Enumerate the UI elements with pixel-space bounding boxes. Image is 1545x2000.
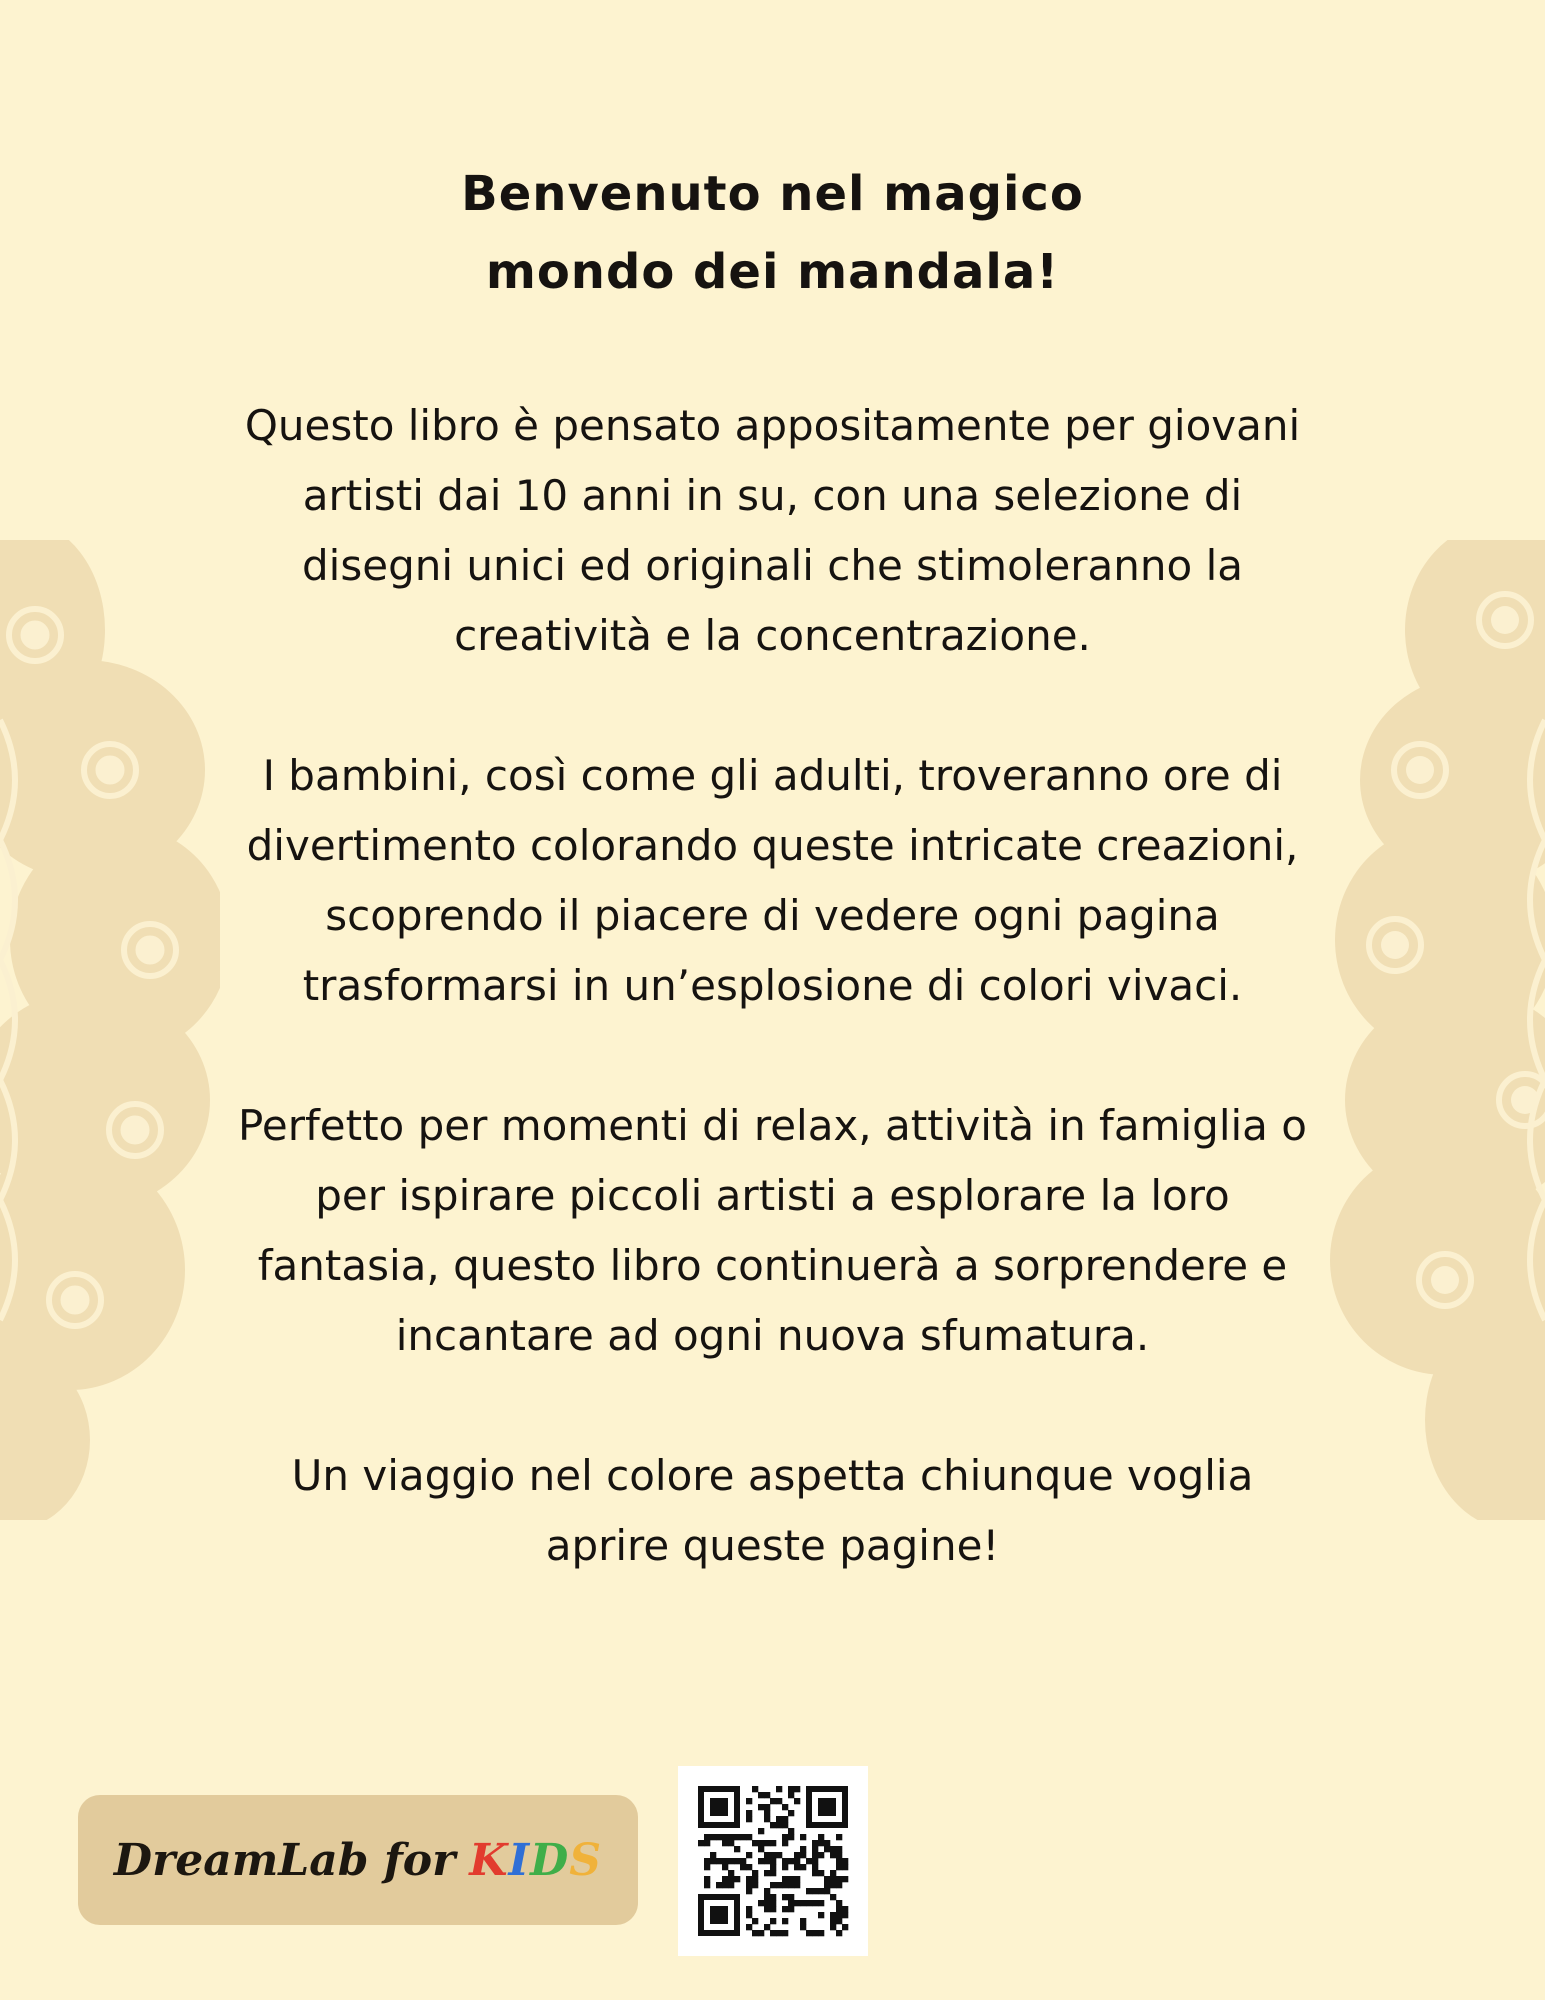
paragraph-line: aprire queste pagine! <box>545 1521 1000 1570</box>
paragraph-line: disegni unici ed originali che stimoleranno la <box>302 541 1243 590</box>
brand-kids-word <box>469 1835 602 1886</box>
page-title <box>120 155 1425 311</box>
paragraph-line: trasformarsi in un’esplosione di colori vivaci. <box>302 961 1243 1010</box>
paragraph-line: scoprendo il piacere di vedere ogni pagina <box>325 891 1220 940</box>
closing-paragraph <box>120 1441 1425 1581</box>
paragraph-line: Questo libro è pensato appositamente per giovani <box>244 401 1301 450</box>
paragraph-line: creatività e la concentrazione. <box>454 611 1091 660</box>
brand-badge <box>78 1795 638 1925</box>
kids-letter: K <box>469 1834 509 1886</box>
usage-paragraph <box>120 1091 1425 1371</box>
paragraph-line: per ispirare piccoli artisti a esplorare la loro <box>315 1171 1230 1220</box>
paragraph-line: artisti dai 10 anni in su, con una selezione di <box>302 471 1243 520</box>
kids-letter: D <box>530 1834 570 1886</box>
paragraph-line: Un viaggio nel colore aspetta chiunque voglia <box>291 1451 1254 1500</box>
intro-paragraph <box>120 391 1425 671</box>
title-line: mondo dei mandala! <box>485 244 1060 300</box>
kids-letter: S <box>569 1834 603 1886</box>
qr-code-icon <box>678 1766 868 1956</box>
paragraph-line: I bambini, così come gli adulti, troveranno ore di <box>262 751 1283 800</box>
paragraph-line: Perfetto per momenti di relax, attività in famiglia o <box>238 1101 1307 1150</box>
kids-letter: I <box>508 1834 531 1886</box>
brand-name: DreamLab for <box>113 1834 456 1886</box>
paragraph-line: fantasia, questo libro continuerà a sorprendere e <box>257 1241 1288 1290</box>
paragraph-line: divertimento colorando queste intricate creazioni, <box>246 821 1299 870</box>
title-line: Benvenuto nel magico <box>461 166 1084 222</box>
paragraph-line: incantare ad ogni nuova sfumatura. <box>395 1311 1150 1360</box>
audience-paragraph <box>120 741 1425 1021</box>
intro-text-block <box>120 155 1425 1651</box>
